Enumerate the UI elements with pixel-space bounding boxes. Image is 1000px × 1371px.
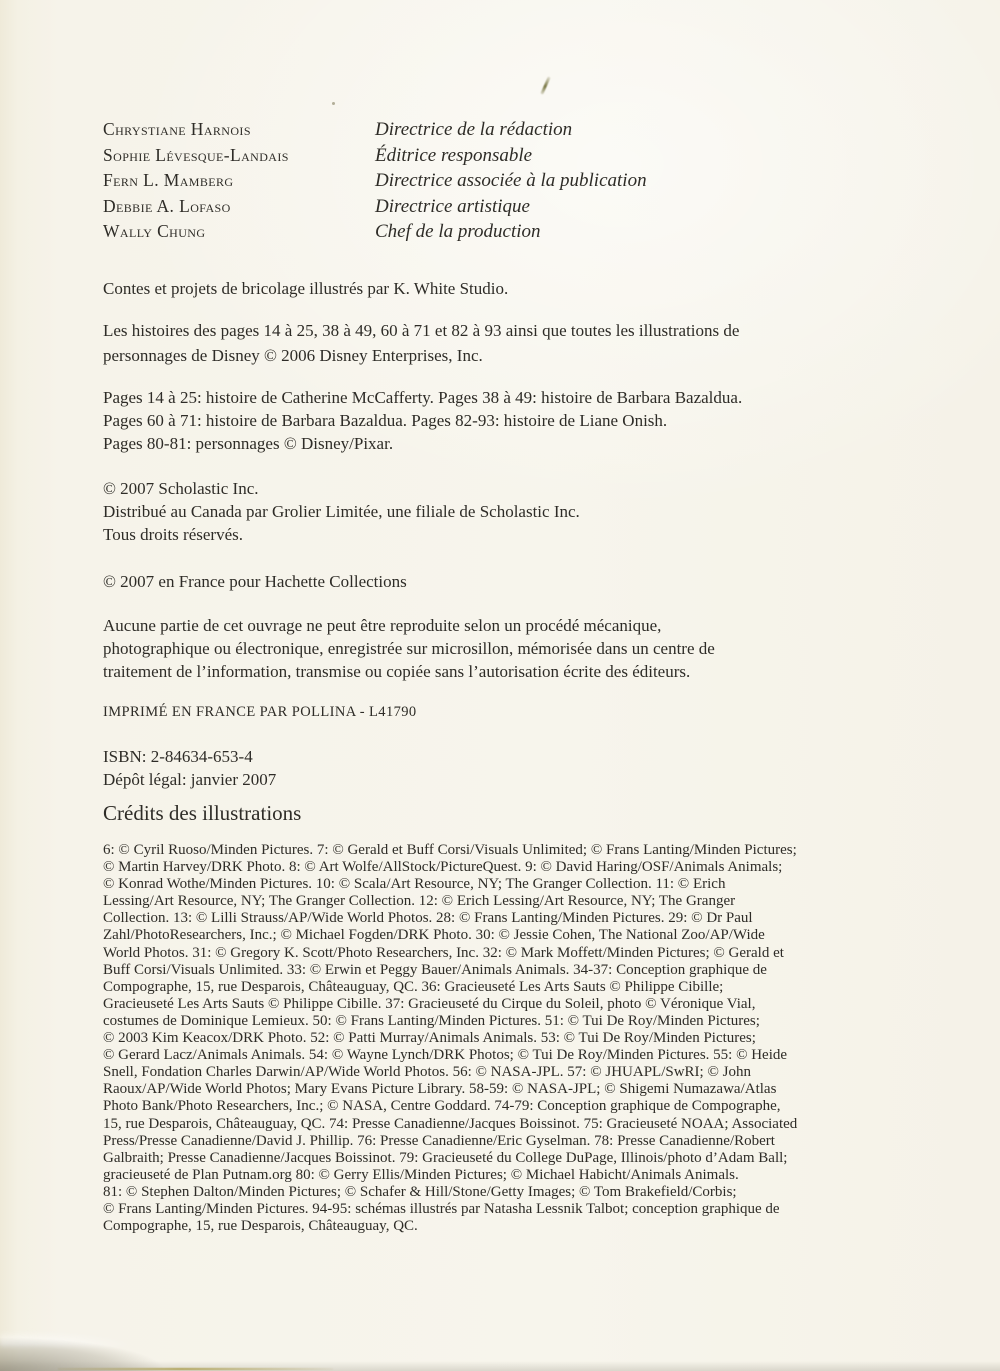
staff-role: Directrice artistique: [375, 195, 530, 217]
staff-credits-list: [103, 117, 647, 245]
hachette-copyright-line: © 2007 en France pour Hachette Collections: [103, 572, 407, 591]
isbn-block: ISBN: 2-84634-653-4 Dépôt légal: janvier 2007: [103, 747, 277, 789]
scan-speck-artifact: [332, 102, 335, 105]
staff-row: [103, 194, 647, 220]
staff-row: [103, 219, 647, 245]
pages-attribution-paragraph: Pages 14 à 25: histoire de Catherine McCafferty. Pages 38 à 49: histoire de Barbara Bazaldua. Pages 60 à 71: histoire de Barbara Bazaldua. Pages 82-93: histoire de Liane Onish. Pages 80-81: personnages © Disney/Pixar.: [103, 388, 743, 453]
page-bottom-edge-line: [58, 1368, 333, 1370]
stories-copyright-paragraph: Les histoires des pages 14 à 25, 38 à 49, 60 à 71 et 82 à 93 ainsi que toutes les illustrations de personnages de Disney © 2006 Disney Enterprises, Inc.: [103, 321, 740, 365]
bricolage-credit-line: Contes et projets de bricolage illustrés par K. White Studio.: [103, 279, 509, 298]
staff-role: Directrice de la rédaction: [375, 119, 573, 140]
staff-name: Fern L. Mamberg: [103, 170, 234, 190]
staff-role: Directrice associée à la publication: [375, 170, 647, 191]
scan-scratch-artifact: [540, 76, 550, 95]
printer-line: IMPRIMÉ EN FRANCE PAR POLLINA - L41790: [103, 704, 417, 720]
credits-heading: Crédits des illustrations: [103, 801, 302, 825]
staff-name: Chrystiane Harnois: [103, 119, 251, 139]
staff-name: Sophie Lévesque-Landais: [103, 144, 289, 165]
staff-name: Wally Chung: [103, 221, 206, 241]
staff-row: [103, 168, 647, 194]
illustration-credits-paragraph: 6: © Cyril Ruoso/Minden Pictures. 7: © Gerald et Buff Corsi/Visuals Unlimited; © Frans Lanting/Minden Pictures; © Martin Harvey/DRK Photo. 8: © Art Wolfe/AllStock/PictureQuest. 9: © David Haring/OSF/Animals Animals; © Konrad Wothe/Minden Pictures. 10: © Scala/Art Resource, NY; The Granger Collection. 11: © Erich Lessing/Art Resource, NY; The Granger Collection. 12: © Erich Lessing/Art Resource, NY; The Granger Collection. 13: © Lilli Strauss/AP/Wide World Photos. 28: © Frans Lanting/Minden Pictures. 29: © Dr Paul Zahl/PhotoResearchers, Inc.; © Michael Fogden/DRK Photo. 30: © Jessie Cohen, The National Zoo/AP/Wide World Photos. 31: © Gregory K. Scott/Photo Researchers, Inc. 32: © Mark Moffett/Minden Pictures; © Gerald et Buff Corsi/Visuals Unlimited. 33: © Erwin et Peggy Bauer/Animals Animals. 34-37: Conception graphique de Compographe, 15, rue Desparois, Châteauguay, QC. 36: Gracieuseté Les Arts Sauts © Philippe Cibille; Gracieuseté Les Arts Sauts © Philippe Cibille. 37: Gracieuseté du Cirque du Soleil, photo © Véronique Vial, costumes de Dominique Lemieux. 50: © Frans Lanting/Minden Pictures. 51: © Tui De Roy/Minden Pictures; © 2003 Kim Keacox/DRK Photo. 52: © Patti Murray/Animals Animals. 53: © Tui De Roy/Minden Pictures; © Gerard Lacz/Animals Animals. 54: © Wayne Lynch/DRK Photos; © Tui De Roy/Minden Pictures. 55: © Heide Snell, Fondation Charles Darwin/AP/Wide World Photos. 56: © NASA-JPL. 57: © JHUAPL/SwRI; © John Raoux/AP/Wide World Photos; Mary Evans Picture Library. 58-59: © NASA-JPL; © Shigemi Numazawa/Atlas Photo Bank/Photo Researchers, Inc.; © NASA, Centre Goddard. 74-79: Conception graphique de Compographe, 15, rue Desparois, Châteauguay, QC. 74: Presse Canadienne/Jacques Boissinot. 75: Gracieuseté NOAA; Associated Press/Presse Canadienne/David J. Phillip. 76: Presse Canadienne/Eric Gyselman. 78: Presse Canadienne/Robert Galbraith; Presse Canadienne/Jacques Boissinot. 79: Gracieuseté du College DuPage, Illinois/photo d’Adam Ball; gracieuseté de Plan Putnam.org 80: © Gerry Ellis/Minden Pictures; © Michael Habicht/Animals Animals. 81: © Stephen Dalton/Minden Pictures; © Schafer & Hill/Stone/Getty Images; © Tom Brakefield/Corbis; © Frans Lanting/Minden Pictures. 94-95: schémas illustrés par Natasha Lessnik Talbot; conception graphique de Compographe, 15, rue Desparois, Châteauguay, QC.: [103, 842, 798, 1235]
staff-role: Chef de la production: [375, 221, 541, 242]
staff-role: Éditrice responsable: [375, 144, 533, 166]
staff-row: [103, 143, 647, 169]
reproduction-notice-paragraph: Aucune partie de cet ouvrage ne peut être reproduite selon un procédé mécanique, photographique ou électronique, enregistrée sur microsillon, mémorisée dans un centre de traitement de l’information, transmise ou copiée sans l’autorisation écrite des éditeurs.: [103, 616, 715, 681]
staff-row: [103, 117, 647, 143]
scholastic-copyright-block: © 2007 Scholastic Inc. Distribué au Canada par Grolier Limitée, une filiale de Scholastic Inc. Tous droits réservés.: [103, 479, 580, 544]
staff-name: Debbie A. Lofaso: [103, 195, 231, 216]
